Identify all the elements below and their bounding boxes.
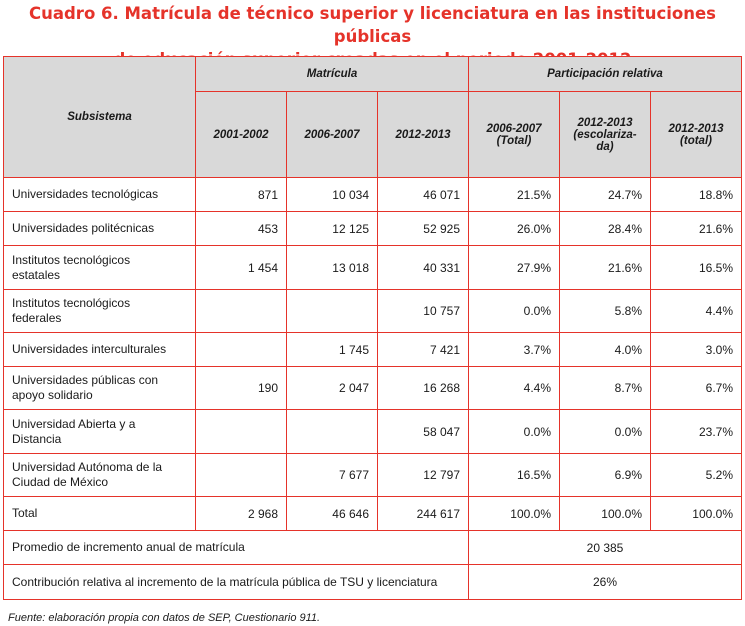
cell-p2012t: 100.0% [651,497,742,531]
cell-p2012t: 21.6% [651,212,742,246]
cell-m2006 [287,410,378,454]
cell-m2001: 1 454 [196,246,287,290]
cell-p2006: 0.0% [469,410,560,454]
cell-m2012: 7 421 [378,333,469,367]
cell-m2006: 7 677 [287,454,378,497]
cell-p2006: 26.0% [469,212,560,246]
cell-m2001 [196,410,287,454]
cell-m2012: 40 331 [378,246,469,290]
header-part-2006-sub: (Total) [496,134,532,147]
cell-p2012t: 16.5% [651,246,742,290]
cell-p2012e: 5.8% [560,290,651,333]
cell-m2006: 10 034 [287,178,378,212]
summary-label: Promedio de incremento anual de matrícula [4,531,469,565]
source-note: Fuente: elaboración propia con datos de SEP, Cuestionario 911. [8,612,321,624]
header-part-2012e-year: 2012-2013 [577,116,633,129]
cell-p2006: 4.4% [469,367,560,410]
header-matricula: Matrícula [196,57,469,92]
header-2006-2007: 2006-2007 [287,92,378,178]
summary-label: Contribución relativa al incremento de la matrícula pública de TSU y licenciatura [4,565,469,600]
table-row [4,290,742,333]
table-row [4,454,742,497]
cell-m2001: 871 [196,178,287,212]
row-label: Universidades tecnológicas [4,178,196,212]
cell-p2006: 100.0% [469,497,560,531]
header-part-2012e-sub2: da) [596,140,614,153]
cell-p2012e: 0.0% [560,410,651,454]
cell-p2006: 3.7% [469,333,560,367]
cell-p2012e: 21.6% [560,246,651,290]
cell-p2006: 16.5% [469,454,560,497]
header-2001-2002: 2001-2002 [196,92,287,178]
header-participacion: Participación relativa [469,57,742,92]
cell-m2006: 12 125 [287,212,378,246]
cell-p2012t: 6.7% [651,367,742,410]
header-subsistema: Subsistema [4,57,196,178]
cell-m2006: 13 018 [287,246,378,290]
cell-m2001: 2 968 [196,497,287,531]
header-part-2006-total [469,92,560,178]
cell-p2006: 21.5% [469,178,560,212]
table-row [4,333,742,367]
cell-m2012: 16 268 [378,367,469,410]
row-label: Institutos tecnológicos estatales [4,246,196,290]
cell-m2012: 10 757 [378,290,469,333]
cell-m2006 [287,290,378,333]
cell-p2012t: 3.0% [651,333,742,367]
row-label: Universidades politécnicas [4,212,196,246]
cell-m2012: 12 797 [378,454,469,497]
cell-p2012t: 18.8% [651,178,742,212]
title-line-1: Cuadro 6. Matrícula de técnico superior y licenciatura en las instituciones públicas [29,4,716,46]
cell-m2001 [196,454,287,497]
header-part-2006-year: 2006-2007 [486,122,542,135]
cell-m2006: 2 047 [287,367,378,410]
summary-row [4,531,742,565]
cell-p2012e: 8.7% [560,367,651,410]
row-label: Universidad Autónoma de la Ciudad de México [4,454,196,497]
table-row [4,410,742,454]
cell-m2012: 58 047 [378,410,469,454]
cell-p2012e: 100.0% [560,497,651,531]
cell-p2012e: 28.4% [560,212,651,246]
cell-p2006: 27.9% [469,246,560,290]
cell-p2012t: 4.4% [651,290,742,333]
cell-m2001: 453 [196,212,287,246]
summary-value: 20 385 [469,531,742,565]
table-row [4,212,742,246]
cell-m2001 [196,333,287,367]
row-label: Total [4,497,196,531]
cell-m2001 [196,290,287,333]
cell-m2012: 46 071 [378,178,469,212]
table-row [4,178,742,212]
header-part-2012t-sub: (total) [680,134,712,147]
cell-m2001: 190 [196,367,287,410]
row-label: Universidad Abierta y a Distancia [4,410,196,454]
cell-m2012: 52 925 [378,212,469,246]
cell-p2012t: 5.2% [651,454,742,497]
row-label: Universidades públicas con apoyo solidario [4,367,196,410]
table-row [4,367,742,410]
table-row-total [4,497,742,531]
enrollment-table [3,56,742,600]
header-part-2012-total [651,92,742,178]
header-part-2012t-year: 2012-2013 [668,122,724,135]
row-label: Institutos tecnológicos federales [4,290,196,333]
header-2012-2013: 2012-2013 [378,92,469,178]
row-label: Universidades interculturales [4,333,196,367]
cell-p2012e: 6.9% [560,454,651,497]
cell-p2012t: 23.7% [651,410,742,454]
cell-m2012: 244 617 [378,497,469,531]
cell-m2006: 46 646 [287,497,378,531]
summary-row [4,565,742,600]
header-part-2012e-sub1: (escolariza- [573,128,637,141]
cell-p2012e: 24.7% [560,178,651,212]
cell-p2006: 0.0% [469,290,560,333]
header-part-2012-escolarizada [560,92,651,178]
summary-value: 26% [469,565,742,600]
cell-p2012e: 4.0% [560,333,651,367]
table-row [4,246,742,290]
cell-m2006: 1 745 [287,333,378,367]
